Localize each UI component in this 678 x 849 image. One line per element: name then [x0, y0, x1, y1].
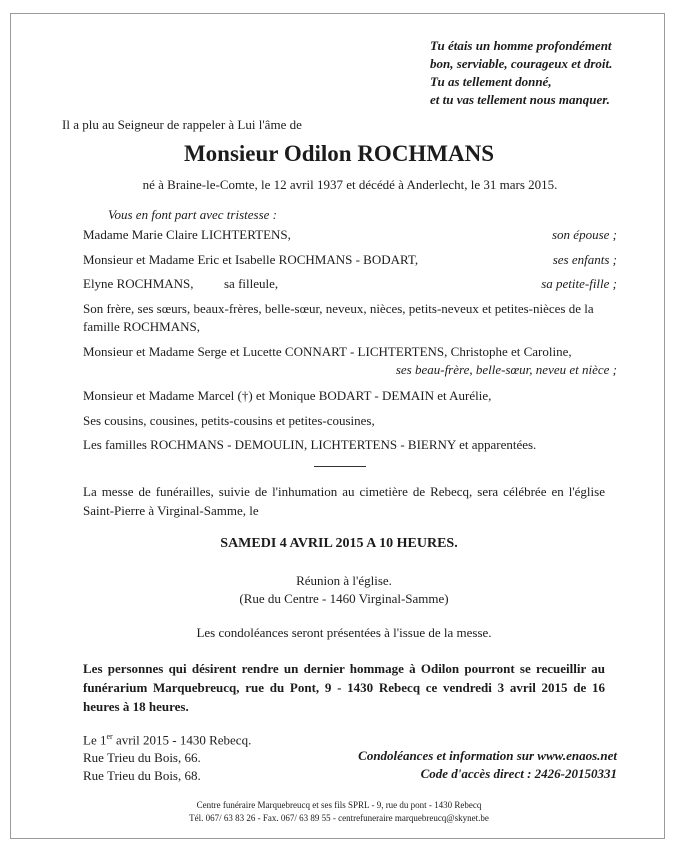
closing-address-1: Rue Trieu du Bois, 66. [83, 750, 201, 765]
relation-spouse: son épouse ; [552, 227, 617, 242]
quote-line: et tu vas tellement nous manquer. [430, 92, 610, 107]
family-apparented: Les familles ROCHMANS - DEMOULIN, LICHTERTENS - BIERNY et apparentées. [83, 437, 537, 452]
family-cousins: Ses cousins, cousines, petits-cousins et petites-cousines, [83, 413, 375, 428]
footer [0, 799, 678, 825]
relation-granddaughter: sa petite-fille ; [541, 276, 617, 291]
quote-line: Tu as tellement donné, [430, 74, 552, 89]
family-bodart: Monsieur et Madame Marcel (†) et Monique BODART - DEMAIN et Aurélie, [83, 388, 492, 403]
family-connart: Monsieur et Madame Serge et Lucette CONNART - LICHTERTENS, Christophe et Caroline, [83, 344, 572, 359]
closing-date-sup: er [106, 732, 113, 741]
footer-line-1: Centre funéraire Marquebreucq et ses fils SPRL - 9, rue du pont - 1430 Rebecq [196, 800, 482, 810]
closing-date-rest: avril 2015 - 1430 Rebecq. [112, 732, 252, 748]
memorial-quote [430, 37, 612, 109]
closing-date-prefix: Le 1 [83, 732, 107, 748]
closing-address-2: Rue Trieu du Bois, 68. [83, 768, 201, 783]
family-children: Monsieur et Madame Eric et Isabelle ROCHMANS - BODART, [83, 252, 419, 267]
separator-line [314, 466, 366, 467]
closing-date [83, 732, 251, 748]
tribute-text: Les personnes qui désirent rendre un dernier hommage à Odilon pourront se recueillir au funérarium Marquebreucq, rue du Pont, 9 - 1430 Rebecq ce vendredi 3 avril 2015 de 16 heures à 18 heures. [83, 661, 605, 714]
family-granddaughter: Elyne ROCHMANS, [83, 276, 194, 291]
family-siblings-line1: Son frère, ses sœurs, beaux-frères, belle-sœur, neveux, nièces, petits-neveux et petites-nièces de la [83, 301, 594, 316]
ceremony-text: La messe de funérailles, suivie de l'inhumation au cimetière de Rebecq, sera célébrée en l'église Saint-Pierre à Virginal-Samme, le [83, 484, 605, 518]
online-condolences: Condoléances et information sur www.enaos.net [358, 748, 617, 763]
godchild-note: sa filleule, [224, 276, 279, 291]
relation-connart: ses beau-frère, belle-sœur, neveu et nièce ; [395, 362, 617, 377]
quote-line: Tu étais un homme profondément [430, 38, 612, 53]
family-siblings-line2: famille ROCHMANS, [83, 319, 200, 334]
deceased-name: Monsieur Odilon ROCHMANS [183, 141, 495, 166]
church-address: (Rue du Centre - 1460 Virginal-Samme) [239, 591, 449, 606]
family-spouse: Madame Marie Claire LICHTERTENS, [83, 227, 291, 242]
footer-line-2: Tél. 067/ 63 83 26 - Fax. 067/ 63 89 55 - centrefuneraire marquebreucq@skynet.be [189, 813, 489, 823]
relation-children: ses enfants ; [552, 252, 617, 267]
family-header: Vous en font part avec tristesse : [108, 207, 277, 222]
intro-text: Il a plu au Seigneur de rappeler à Lui l'âme de [62, 117, 302, 132]
quote-line: bon, serviable, courageux et droit. [430, 56, 613, 71]
meeting-place: Réunion à l'église. [296, 573, 392, 588]
condolences-note: Les condoléances seront présentées à l'issue de la messe. [196, 625, 492, 640]
ceremony-date: SAMEDI 4 AVRIL 2015 A 10 HEURES. [220, 536, 458, 551]
birth-death-line: né à Braine-le-Comte, le 12 avril 1937 et décédé à Anderlecht, le 31 mars 2015. [142, 177, 558, 192]
access-code: Code d'accès direct : 2426-20150331 [420, 766, 617, 781]
